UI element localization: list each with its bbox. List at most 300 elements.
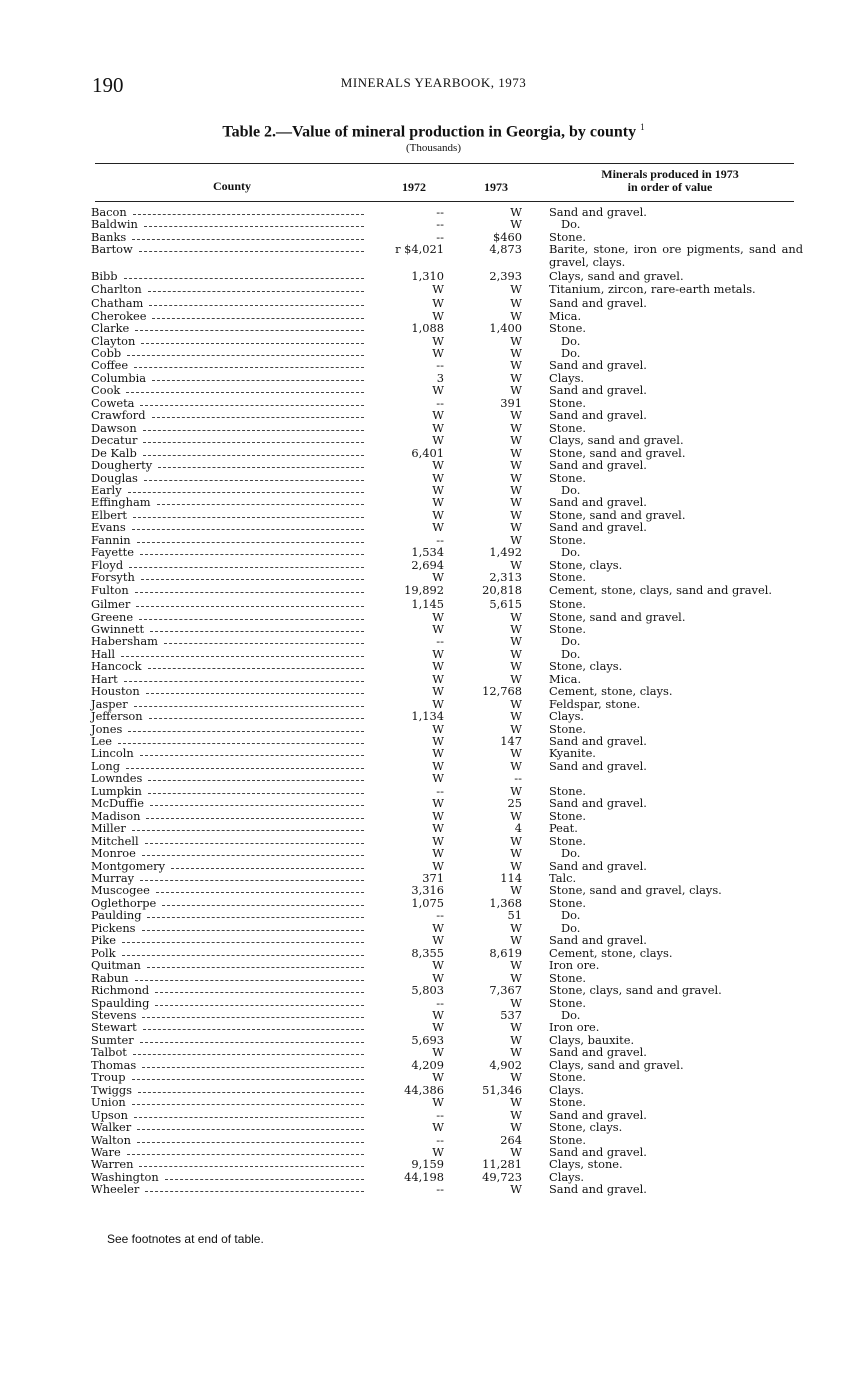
county-name: Habersham — [91, 634, 158, 649]
minerals-text: Sand and gravel. — [549, 1045, 647, 1060]
county-name: Hall — [91, 646, 116, 661]
value-1972: W — [432, 808, 444, 823]
dot-leader — [157, 504, 364, 505]
county-cell — [91, 1096, 366, 1108]
dot-leader — [136, 606, 364, 607]
running-head: MINERALS YEARBOOK, 1973 — [340, 75, 527, 90]
table-row — [91, 698, 803, 710]
county-cell — [91, 322, 366, 334]
dot-leader — [139, 251, 364, 252]
county-name: Decatur — [91, 433, 138, 448]
value-1973: W — [510, 507, 522, 522]
dot-leader — [132, 830, 364, 831]
table-row — [91, 847, 803, 859]
value-1972: W — [432, 458, 444, 473]
minerals-text: Stone. — [549, 721, 586, 736]
county-cell — [91, 847, 366, 859]
dot-leader — [128, 492, 364, 493]
value-1972: 6,401 — [411, 445, 444, 460]
county-name: Coffee — [91, 358, 129, 373]
county-name: Jefferson — [91, 709, 143, 724]
value-1973: 2,313 — [489, 570, 522, 585]
table-row — [91, 459, 803, 471]
county-cell — [91, 635, 366, 647]
value-1973: W — [510, 433, 522, 448]
county-cell — [91, 747, 366, 759]
county-name: Lincoln — [91, 746, 134, 761]
dot-leader — [127, 1154, 364, 1155]
dot-leader — [118, 743, 364, 744]
dot-leader — [121, 656, 364, 657]
table-row — [91, 897, 803, 909]
value-1973: W — [510, 696, 522, 711]
county-name: Clayton — [91, 333, 136, 348]
minerals-text: Clays, sand and gravel. — [549, 1057, 684, 1072]
dot-leader — [134, 367, 364, 368]
value-1973: W — [510, 671, 522, 686]
minerals-text: Clays, bauxite. — [549, 1032, 635, 1047]
minerals-text: Do. — [561, 217, 581, 232]
minerals-text: Sand and gravel. — [549, 796, 647, 811]
value-1973: 11,281 — [482, 1157, 522, 1172]
value-1973: W — [510, 557, 522, 572]
value-1973: 49,723 — [482, 1169, 522, 1184]
value-1973: 51 — [507, 908, 522, 923]
value-1972: 1,145 — [411, 597, 444, 612]
county-name: Hart — [91, 671, 118, 686]
value-1972: W — [432, 933, 444, 948]
county-cell — [91, 283, 366, 295]
county-name: Fulton — [91, 582, 129, 597]
county-name: Polk — [91, 945, 116, 960]
county-cell — [91, 723, 366, 735]
value-1973: W — [510, 1095, 522, 1110]
county-name: Bibb — [91, 269, 118, 284]
minerals-text: Stone. — [549, 1070, 586, 1085]
county-name: Twiggs — [91, 1082, 133, 1097]
county-name: Effingham — [91, 495, 151, 510]
value-1972: r $4,021 — [395, 242, 444, 257]
dot-leader — [133, 1054, 364, 1055]
value-1972: W — [432, 858, 444, 873]
dot-leader — [133, 517, 364, 518]
value-1973: W — [510, 1020, 522, 1035]
county-name: Floyd — [91, 557, 124, 572]
table-row — [91, 785, 803, 797]
dot-leader — [139, 1166, 364, 1167]
dot-leader — [139, 619, 364, 620]
table-row — [91, 1158, 803, 1170]
header-minerals-line2: in order of value — [627, 180, 713, 194]
county-name: Coweta — [91, 395, 135, 410]
value-1972: W — [432, 495, 444, 510]
table-row — [91, 723, 803, 735]
minerals-text: Stone, clays. — [549, 1120, 623, 1135]
value-1972: -- — [436, 217, 444, 232]
county-cell — [91, 772, 366, 784]
table-row — [91, 884, 803, 896]
table-row — [91, 496, 803, 508]
minerals-text: Clays. — [549, 709, 585, 724]
value-1972: -- — [436, 908, 444, 923]
value-1972: W — [432, 345, 444, 360]
county-cell — [91, 810, 366, 822]
dot-leader — [148, 668, 364, 669]
value-1973: W — [510, 445, 522, 460]
value-1972: W — [432, 771, 444, 786]
value-1973: W — [510, 281, 522, 296]
minerals-text: Stone. — [549, 970, 586, 985]
minerals-text: Kyanite. — [549, 746, 596, 761]
table-row — [91, 434, 803, 446]
dot-leader — [140, 755, 364, 756]
county-name: Forsyth — [91, 570, 135, 585]
value-1972: W — [432, 470, 444, 485]
minerals-cell — [522, 283, 803, 295]
county-name: Hancock — [91, 659, 142, 674]
value-1972: W — [432, 1008, 444, 1022]
minerals-text: Sand and gravel. — [549, 933, 647, 948]
value-1972: -- — [436, 1132, 444, 1147]
value-1972: 3,316 — [411, 883, 444, 898]
value-1973: -- — [514, 771, 522, 786]
county-name: Clarke — [91, 321, 130, 336]
minerals-text: Stone. — [549, 395, 586, 410]
table-row — [91, 1084, 803, 1096]
table-row — [91, 934, 803, 946]
dot-leader — [141, 579, 364, 580]
minerals-text: Do. — [561, 482, 581, 497]
dot-leader — [124, 681, 364, 682]
value-1973: W — [510, 205, 522, 219]
table-row — [91, 1183, 803, 1195]
value-1972: W — [432, 796, 444, 811]
minerals-text: Sand and gravel. — [549, 205, 647, 219]
value-1973: 4,902 — [489, 1057, 522, 1072]
table-title-text: Table 2.—Value of mineral production in Georgia, by county — [222, 123, 637, 141]
dot-leader — [129, 567, 364, 568]
county-name: Elbert — [91, 507, 128, 522]
value-1973: W — [510, 883, 522, 898]
value-1972: 4,209 — [411, 1057, 444, 1072]
dot-leader — [141, 343, 364, 344]
dot-leader — [126, 768, 364, 769]
minerals-text: Sand and gravel. — [549, 296, 647, 311]
value-1973: 5,615 — [489, 597, 522, 612]
minerals-text: Stone. — [549, 995, 586, 1010]
table-row — [91, 922, 803, 934]
dot-leader — [122, 942, 364, 943]
value-1972: W — [432, 684, 444, 699]
table-row — [91, 283, 803, 295]
value-1973: W — [510, 970, 522, 985]
value-1973: W — [510, 308, 522, 323]
dot-leader — [140, 880, 364, 881]
dot-leader — [143, 442, 364, 443]
county-name: Gilmer — [91, 597, 131, 612]
county-name: Douglas — [91, 470, 138, 485]
value-1972: W — [432, 1095, 444, 1110]
minerals-text: Do. — [561, 545, 581, 560]
value-1972: W — [432, 333, 444, 348]
minerals-text: Sand and gravel. — [549, 520, 647, 535]
value-1972: W — [432, 671, 444, 686]
value-1973: 25 — [507, 796, 522, 811]
county-name: Spaulding — [91, 995, 150, 1010]
table-row — [91, 1121, 803, 1133]
value-1972: W — [432, 696, 444, 711]
county-cell — [91, 984, 366, 996]
table-row — [91, 584, 803, 596]
table-row — [91, 710, 803, 722]
value-1972: -- — [436, 634, 444, 649]
table-row — [91, 635, 803, 647]
table-row — [91, 335, 803, 347]
value-1973: W — [510, 634, 522, 649]
county-cell — [91, 1084, 366, 1096]
minerals-text: Sand and gravel. — [549, 1182, 647, 1197]
value-1972: W — [432, 520, 444, 535]
table-row — [91, 347, 803, 359]
dot-leader — [152, 318, 364, 319]
county-name: Long — [91, 758, 121, 773]
minerals-text: Sand and gravel. — [549, 408, 647, 423]
table-row — [91, 1134, 803, 1146]
value-1973: W — [510, 621, 522, 636]
dot-leader — [142, 1017, 364, 1018]
value-1973: W — [510, 858, 522, 873]
county-cell — [91, 521, 366, 533]
minerals-text: Cement, stone, clays, sand and gravel. — [549, 582, 772, 597]
table-row — [91, 359, 803, 371]
minerals-text: Peat. — [549, 821, 578, 836]
minerals-text: Titanium, zircon, rare-earth metals. — [549, 281, 756, 296]
value-1972: W — [432, 646, 444, 661]
value-1973: W — [510, 995, 522, 1010]
minerals-text: Stone. — [549, 470, 586, 485]
county-cell — [91, 1034, 366, 1046]
table-row — [91, 243, 803, 268]
county-cell — [91, 243, 366, 268]
value-1972: -- — [436, 229, 444, 244]
table-row — [91, 1109, 803, 1121]
value-1972: 44,198 — [404, 1169, 444, 1184]
county-name: Columbia — [91, 370, 147, 385]
dot-leader — [126, 392, 364, 393]
table-row — [91, 648, 803, 660]
minerals-text: Sand and gravel. — [549, 1107, 647, 1122]
minerals-text: Stone. — [549, 1095, 586, 1110]
value-1972: W — [432, 734, 444, 749]
minerals-text: Mica. — [549, 671, 582, 686]
minerals-cell — [522, 584, 803, 596]
county-name: Wheeler — [91, 1182, 140, 1197]
county-cell — [91, 372, 366, 384]
table-row — [91, 685, 803, 697]
value-1973: W — [510, 345, 522, 360]
table-row — [91, 322, 803, 334]
value-1972: 8,355 — [411, 945, 444, 960]
dot-leader — [137, 542, 364, 543]
value-1973: W — [510, 933, 522, 948]
dot-leader — [171, 868, 364, 869]
minerals-text: Talc. — [549, 871, 577, 886]
minerals-text: Stone. — [549, 621, 586, 636]
county-name: Banks — [91, 229, 127, 244]
county-name: Lumpkin — [91, 783, 142, 798]
county-name: Sumter — [91, 1032, 134, 1047]
county-name: Pike — [91, 933, 116, 948]
value-1972: 1,088 — [411, 321, 444, 336]
minerals-text: Do. — [561, 908, 581, 923]
dot-leader — [142, 1067, 364, 1068]
minerals-text: Do. — [561, 634, 581, 649]
top-rule — [95, 163, 794, 164]
county-cell — [91, 822, 366, 834]
value-1973: W — [510, 758, 522, 773]
dot-leader — [146, 693, 364, 694]
value-1972: W — [432, 821, 444, 836]
county-cell — [91, 546, 366, 558]
table-row — [91, 218, 803, 230]
table-row — [91, 1096, 803, 1108]
table-row — [91, 1146, 803, 1158]
minerals-text: Clays, stone. — [549, 1157, 623, 1172]
value-1973: 12,768 — [482, 684, 522, 699]
county-cell — [91, 218, 366, 230]
value-1973: W — [510, 1120, 522, 1135]
table-row — [91, 310, 803, 322]
county-name: Richmond — [91, 983, 150, 998]
county-cell — [91, 1071, 366, 1083]
table-row — [91, 623, 803, 635]
value-1973: 147 — [500, 734, 522, 749]
table-row — [91, 384, 803, 396]
county-name: Talbot — [91, 1045, 127, 1060]
county-name: Stewart — [91, 1020, 137, 1035]
table-row — [91, 810, 803, 822]
value-1973: 391 — [500, 395, 522, 410]
county-cell — [91, 459, 366, 471]
minerals-text: Cement, stone, clays. — [549, 945, 673, 960]
value-1973: W — [510, 920, 522, 935]
value-1972: W — [432, 433, 444, 448]
dot-leader — [143, 430, 364, 431]
county-cell — [91, 335, 366, 347]
table-subtitle: (Thousands) — [406, 142, 461, 154]
value-1972: 44,386 — [404, 1082, 444, 1097]
county-cell — [91, 409, 366, 421]
dot-leader — [143, 1029, 364, 1030]
county-cell — [91, 347, 366, 359]
dot-leader — [132, 1104, 364, 1105]
dot-leader — [147, 917, 364, 918]
table-row — [91, 484, 803, 496]
header-1972: 1972 — [402, 180, 426, 194]
value-1972: W — [432, 746, 444, 761]
county-name: De Kalb — [91, 445, 137, 460]
minerals-text: Stone. — [549, 1132, 586, 1147]
value-1973: $460 — [493, 229, 522, 244]
value-1972: W — [432, 420, 444, 435]
county-cell — [91, 1046, 366, 1058]
dot-leader — [145, 843, 364, 844]
minerals-text: Feldspar, stone. — [549, 696, 641, 711]
county-name: Evans — [91, 520, 126, 535]
value-1973: W — [510, 958, 522, 973]
value-1973: 20,818 — [482, 582, 522, 597]
county-cell — [91, 571, 366, 583]
value-1973: W — [510, 783, 522, 798]
county-name: Fayette — [91, 545, 134, 560]
dot-leader — [124, 278, 364, 279]
value-1972: W — [432, 1020, 444, 1035]
table-row — [91, 984, 803, 996]
dot-leader — [149, 305, 364, 306]
table-row — [91, 372, 803, 384]
dot-leader — [135, 330, 364, 331]
minerals-text: Mica. — [549, 308, 582, 323]
minerals-text: Stone, clays. — [549, 659, 623, 674]
minerals-text: Stone. — [549, 321, 586, 336]
value-1972: W — [432, 920, 444, 935]
county-name: Mitchell — [91, 833, 139, 848]
county-name: Jasper — [91, 696, 128, 711]
table-row — [91, 546, 803, 558]
county-cell — [91, 797, 366, 809]
value-1973: W — [510, 1107, 522, 1122]
value-1972: W — [432, 833, 444, 848]
county-name: Lee — [91, 734, 113, 749]
value-1973: W — [510, 495, 522, 510]
dot-leader — [152, 380, 364, 381]
table-row — [91, 772, 803, 784]
dot-leader — [144, 480, 364, 481]
county-cell — [91, 297, 366, 309]
value-1973: W — [510, 470, 522, 485]
table-row — [91, 835, 803, 847]
dot-leader — [137, 1129, 364, 1130]
value-1972: 1,534 — [411, 545, 444, 560]
minerals-text: Clays. — [549, 1082, 585, 1097]
value-1973: 537 — [500, 1008, 522, 1022]
minerals-text: Stone. — [549, 229, 586, 244]
county-cell — [91, 660, 366, 672]
value-1972: 1,310 — [411, 269, 444, 284]
county-name: Baldwin — [91, 217, 138, 232]
value-1973: W — [510, 833, 522, 848]
value-1973: 1,492 — [489, 545, 522, 560]
county-cell — [91, 434, 366, 446]
county-name: Cherokee — [91, 308, 147, 323]
value-1973: 1,400 — [489, 321, 522, 336]
value-1973: W — [510, 217, 522, 232]
value-1973: W — [510, 609, 522, 624]
county-name: Bacon — [91, 205, 127, 219]
table-row — [91, 447, 803, 459]
minerals-text: Clays. — [549, 1169, 585, 1184]
minerals-text: Sand and gravel. — [549, 458, 647, 473]
header-minerals — [570, 168, 770, 194]
minerals-text: Do. — [561, 1008, 581, 1022]
value-1972: -- — [436, 205, 444, 219]
minerals-text: Stone. — [549, 570, 586, 585]
county-name: Madison — [91, 808, 141, 823]
minerals-text: Sand and gravel. — [549, 1144, 647, 1159]
county-name: Crawford — [91, 408, 146, 423]
value-1973: 51,346 — [482, 1082, 522, 1097]
dot-leader — [128, 731, 364, 732]
